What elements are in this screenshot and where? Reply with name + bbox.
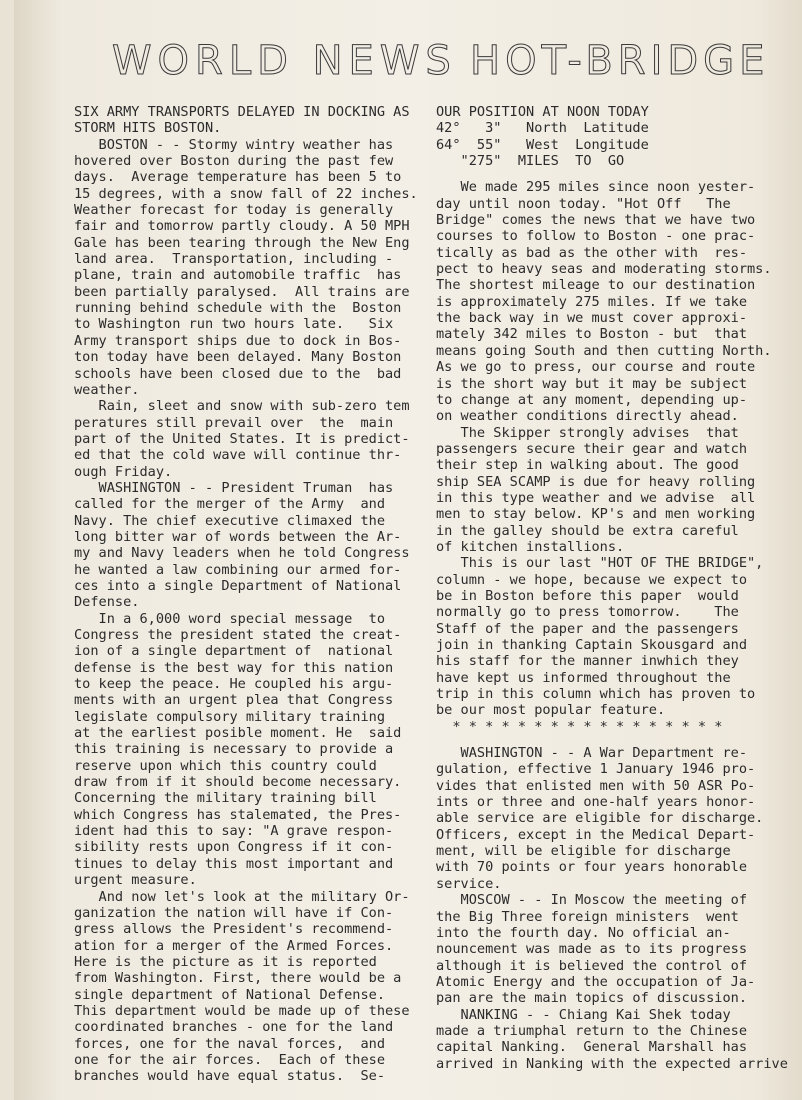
hot-bridge-article: [436, 179, 776, 735]
text-line: coordinated branches - one for the land: [74, 1019, 394, 1036]
text-line: ion of a single department of national: [74, 643, 394, 660]
text-line: Atomic Energy and the occupation of Ja-: [436, 973, 756, 990]
text-line: WASHINGTON - - President Truman has: [74, 479, 394, 496]
text-line: have kept us informed throughout the: [436, 669, 731, 686]
text-line: able service are eligible for discharge.: [436, 810, 764, 827]
text-line: be our most popular feature.: [436, 702, 666, 719]
text-line: tically as bad as the other with res-: [436, 244, 747, 261]
text-line: ident had this to say: "A grave respon-: [74, 823, 394, 840]
text-line: into the fourth day. No official an-: [436, 924, 731, 941]
text-line: called for the merger of the Army and: [74, 496, 385, 513]
text-line: ganization the nation will have if Con-: [74, 904, 394, 921]
text-line: join in thanking Captain Skousgard and: [436, 637, 747, 653]
text-line: plane, train and automobile traffic has: [74, 267, 402, 284]
text-line: schools have been closed due to the bad: [74, 365, 402, 382]
text-line: which Congress has stalemated, the Pres-: [74, 806, 402, 823]
text-line: is approximately 275 miles. If we take: [436, 293, 747, 310]
text-line: normally go to press tomorrow. The: [436, 604, 739, 621]
text-line: BOSTON - - Stormy wintry weather has: [74, 136, 394, 153]
text-line: made a triumphal return to the Chinese: [436, 1022, 747, 1039]
text-line: fair and tomorrow partly cloudy. A 50 MPH: [74, 218, 410, 235]
text-line: Navy. The chief executive climaxed the: [74, 512, 385, 529]
text-line: In a 6,000 word special message to: [74, 610, 385, 627]
text-line: service.: [436, 875, 502, 892]
text-line: on weather conditions directly ahead.: [436, 408, 739, 425]
text-line: legislate compulsory military training: [74, 708, 385, 725]
position-line: 64° 55" West Longitude: [436, 136, 649, 153]
text-line: his staff for the manner inwhich they: [436, 653, 739, 670]
noon-position-block: [436, 104, 776, 169]
text-line: ments with an urgent plea that Congress: [74, 692, 394, 709]
text-line: their step in walking about. The good: [436, 457, 739, 474]
text-line: ces into a single Department of National: [74, 577, 402, 594]
text-line: day until noon today. "Hot Off The: [436, 195, 731, 212]
text-line: Concerning the military training bill: [74, 790, 377, 807]
text-line: peratures still prevail over the main: [74, 414, 394, 431]
text-line: ed that the cold wave will continue thr-: [74, 447, 402, 464]
text-line: to change at any moment, depending up-: [436, 391, 747, 408]
text-line: from Washington. First, there would be a: [74, 970, 402, 987]
masthead-hot-bridge: HOT-BRIDGE: [470, 38, 770, 84]
text-line: at the earliest posible moment. He said: [74, 725, 402, 742]
text-line: Weather forecast for today is generally: [74, 202, 394, 219]
text-line: Gale has been tearing through the New Eng: [74, 234, 410, 251]
text-line: passengers secure their gear and watch: [436, 440, 747, 457]
text-line: draw from if it should become necessary.: [74, 774, 402, 791]
text-line: WASHINGTON - - A War Department re-: [436, 745, 747, 762]
text-line: arrived in Nanking with the expected arrive: [436, 1055, 788, 1072]
text-line: sibility rests upon Congress if it con-: [74, 839, 394, 856]
right-column: [436, 104, 788, 1072]
text-line: is the short way but it may be subject: [436, 375, 747, 392]
text-line: SIX ARMY TRANSPORTS DELAYED IN DOCKING AS: [74, 104, 410, 120]
text-line: days. Average temperature has been 5 to: [74, 169, 402, 186]
text-line: NANKING - - Chiang Kai Shek today: [436, 1006, 731, 1023]
text-line: of kitchen installions.: [436, 538, 625, 555]
text-line: with 70 points or four years honorable: [436, 859, 747, 876]
text-line: in the galley should be extra careful: [436, 522, 739, 539]
text-line: Defense.: [74, 594, 140, 611]
position-line: "275" MILES TO GO: [436, 153, 625, 170]
text-line: As we go to press, our course and route: [436, 359, 756, 376]
text-line: forces, one for the naval forces, and: [74, 1035, 385, 1052]
text-line: We made 295 miles since noon yester-: [436, 179, 756, 196]
text-line: The Skipper strongly advises that: [436, 424, 739, 441]
text-line: gulation, effective 1 January 1946 pro-: [436, 761, 756, 778]
text-line: weather.: [74, 381, 140, 398]
text-line: part of the United States. It is predict-: [74, 430, 410, 447]
text-line: column - we hope, because we expect to: [436, 571, 747, 588]
text-line: the Big Three foreign ministers went: [436, 908, 739, 925]
text-line: This is our last "HOT OF THE BRIDGE",: [436, 555, 764, 572]
news-briefs: [436, 745, 788, 1072]
text-line: STORM HITS BOSTON.: [74, 120, 222, 137]
text-line: Bridge" comes the news that we have two: [436, 212, 756, 229]
text-line: vides that enlisted men with 50 ASR Po-: [436, 777, 756, 794]
text-line: nouncement was made as to its progress: [436, 941, 747, 958]
text-line: ship SEA SCAMP is due for heavy rolling: [436, 473, 756, 490]
text-line: my and Navy leaders when he told Congress: [74, 545, 410, 562]
text-line: reserve upon which this country could: [74, 757, 377, 774]
text-line: single department of National Defense.: [74, 986, 385, 1003]
text-line: this training is necessary to provide a: [74, 741, 394, 758]
text-line: * * * * * * * * * * * * * * * * *: [436, 718, 723, 735]
text-line: ton today have been delayed. Many Boston: [74, 349, 402, 366]
text-line: Officers, except in the Medical Depart-: [436, 826, 756, 843]
text-line: urgent measure.: [74, 872, 197, 889]
text-line: Army transport ships due to dock in Bos-: [74, 332, 402, 349]
text-line: Congress the president stated the creat-: [74, 627, 402, 643]
text-line: ation for a merger of the Armed Forces.: [74, 937, 394, 954]
text-line: And now let's look at the military Or-: [74, 888, 410, 905]
text-line: MOSCOW - - In Moscow the meeting of: [436, 892, 747, 909]
text-line: This department would be made up of these: [74, 1002, 410, 1019]
masthead-world-news: WORLD NEWS: [112, 38, 457, 84]
text-line: means going South and then cutting North.: [436, 342, 772, 359]
text-line: although it is believed the control of: [436, 957, 747, 974]
text-line: ints or three and one-half years honor-: [436, 794, 756, 811]
text-line: one for the air forces. Each of these: [74, 1051, 385, 1068]
text-line: defense is the best way for this nation: [74, 659, 394, 676]
text-line: the back way in we must cover approxi-: [436, 310, 747, 327]
text-line: land area. Transportation, including -: [74, 251, 394, 268]
text-line: hovered over Boston during the past few: [74, 153, 394, 170]
text-line: been partially paralysed. All trains are: [74, 283, 410, 300]
text-line: ment, will be eligible for discharge: [436, 843, 731, 860]
position-line: 42° 3" North Latitude: [436, 120, 649, 137]
text-line: pan are the main topics of discussion.: [436, 990, 747, 1007]
text-line: long bitter war of words between the Ar-: [74, 528, 402, 545]
text-line: tinues to delay this most important and: [74, 855, 394, 872]
position-line: OUR POSITION AT NOON TODAY: [436, 104, 649, 120]
text-line: he wanted a law combining our armed for-: [74, 561, 402, 578]
text-line: ough Friday.: [74, 463, 173, 480]
text-line: Here is the picture as it is reported: [74, 953, 377, 970]
text-line: in this type weather and we advise all: [436, 489, 756, 506]
text-line: Staff of the paper and the passengers: [436, 620, 739, 637]
text-line: pect to heavy seas and moderating storms.: [436, 261, 772, 278]
text-line: men to stay below. KP's and men working: [436, 506, 756, 523]
left-column: [74, 104, 424, 1085]
text-line: The shortest mileage to our destination: [436, 277, 756, 294]
text-line: mately 342 miles to Boston - but that: [436, 326, 747, 343]
text-line: running behind schedule with the Boston: [74, 300, 402, 317]
text-line: branches would have equal status. Se-: [74, 1068, 385, 1085]
text-line: be in Boston before this paper would: [436, 587, 739, 604]
text-line: Rain, sleet and snow with sub-zero tem: [74, 398, 410, 415]
text-line: gress allows the President's recommend-: [74, 921, 394, 938]
text-line: trip in this column which has proven to: [436, 686, 756, 703]
text-line: 15 degrees, with a snow fall of 22 inches.: [74, 185, 418, 202]
text-line: to Washington run two hours late. Six: [74, 316, 394, 333]
text-line: capital Nanking. General Marshall has: [436, 1039, 747, 1056]
text-line: to keep the peace. He coupled his argu-: [74, 676, 394, 693]
text-line: courses to follow to Boston - one prac-: [436, 228, 756, 245]
